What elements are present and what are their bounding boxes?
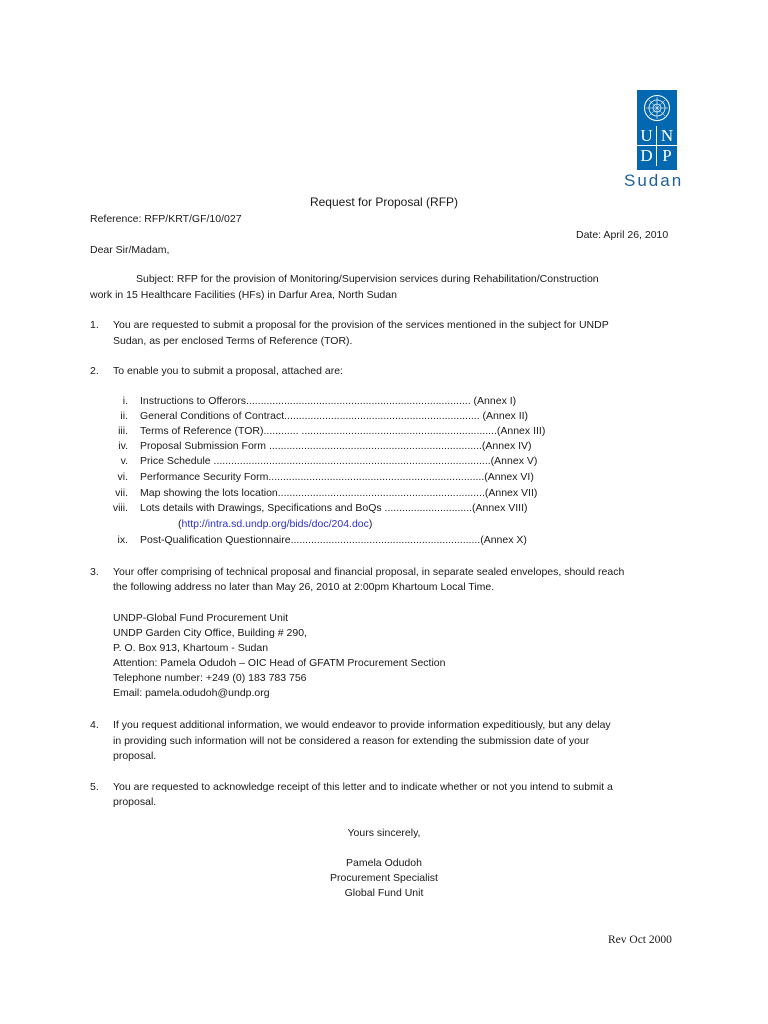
revision-footer: Rev Oct 2000 bbox=[608, 934, 672, 946]
address-line: Attention: Pamela Odudoh – OIC Head of GFATM Procurement Section bbox=[113, 657, 446, 669]
signatory-title: Procurement Specialist bbox=[330, 872, 438, 884]
reference: Reference: RFP/KRT/GF/10/027 bbox=[90, 213, 242, 225]
item-number: 2. bbox=[90, 365, 99, 377]
annex-list bbox=[0, 394, 768, 554]
logo-letters bbox=[637, 126, 677, 166]
annex-label: Lots details with Drawings, Specifications and BoQs ..............................(Annex VIII) bbox=[140, 502, 528, 514]
annex-number: ii. bbox=[120, 410, 128, 422]
item-number: 1. bbox=[90, 319, 99, 331]
item-number: 4. bbox=[90, 719, 99, 731]
un-emblem-icon bbox=[643, 94, 671, 122]
annex-number: viii. bbox=[112, 502, 128, 514]
item-text: You are requested to submit a proposal for the provision of the services mentioned in the subject for UNDP bbox=[113, 319, 609, 331]
subject-line: work in 15 Healthcare Facilities (HFs) in Darfur Area, North Sudan bbox=[90, 289, 397, 301]
annex-number: ix. bbox=[117, 534, 128, 546]
subject-line: Subject: RFP for the provision of Monitoring/Supervision services during Rehabilitation/Construction bbox=[136, 273, 599, 285]
salutation: Dear Sir/Madam, bbox=[90, 244, 170, 256]
logo-letter: P bbox=[662, 146, 672, 165]
annex-number: v. bbox=[120, 455, 128, 467]
date: Date: April 26, 2010 bbox=[576, 229, 669, 241]
item-text: proposal. bbox=[113, 796, 157, 808]
item-number: 5. bbox=[90, 781, 99, 793]
address-line: UNDP-Global Fund Procurement Unit bbox=[113, 612, 289, 624]
annex-number: i. bbox=[122, 395, 128, 407]
address-line: P. O. Box 913, Khartoum - Sudan bbox=[113, 642, 269, 654]
annex-link-row: (http://intra.sd.undp.org/bids/doc/204.doc) bbox=[178, 518, 373, 530]
logo-country: Sudan bbox=[624, 171, 684, 190]
item-text: Sudan, as per enclosed Terms of Reference (TOR). bbox=[113, 335, 353, 347]
item-text: You are requested to acknowledge receipt of this letter and to indicate whether or not you intend to submit a bbox=[113, 781, 613, 793]
address-line: Email: pamela.odudoh@undp.org bbox=[113, 687, 270, 699]
logo-letter: U bbox=[637, 126, 657, 146]
annex-label: General Conditions of Contract................................................................... (Annex II) bbox=[140, 410, 529, 422]
address-line: UNDP Garden City Office, Building # 290, bbox=[113, 627, 307, 639]
item-text: proposal. bbox=[113, 750, 157, 762]
item-text: To enable you to submit a proposal, attached are: bbox=[113, 365, 343, 377]
annex-number: vii. bbox=[115, 487, 128, 499]
item-text: in providing such information will not be considered a reason for extending the submission date of your bbox=[113, 735, 590, 747]
annex-number: vi. bbox=[117, 471, 128, 483]
logo-letter: N bbox=[657, 126, 677, 146]
annex-link[interactable]: http://intra.sd.undp.org/bids/doc/204.doc bbox=[181, 518, 369, 530]
annex-label: Price Schedule ...............................................................................................(Annex V) bbox=[140, 455, 538, 467]
item-text: the following address no later than May 26, 2010 at 2:00pm Khartoum Local Time. bbox=[113, 581, 495, 593]
annex-label: Instructions to Offerors............................................................................. (Annex I) bbox=[140, 395, 517, 407]
signatory-name: Pamela Odudoh bbox=[346, 857, 422, 869]
annex-label: Proposal Submission Form .........................................................................(Annex IV) bbox=[140, 440, 532, 452]
annex-number: iii. bbox=[118, 425, 128, 437]
item-number: 3. bbox=[90, 566, 99, 578]
item-text: Your offer comprising of technical proposal and financial proposal, in separate sealed envelopes, should reach bbox=[113, 566, 625, 578]
undp-logo bbox=[637, 90, 677, 170]
annex-label: Terms of Reference (TOR)............ ...................................................................(Annex III) bbox=[140, 425, 546, 437]
document-title: Request for Proposal (RFP) bbox=[309, 195, 459, 209]
address-line: Telephone number: +249 (0) 183 783 756 bbox=[113, 672, 307, 684]
annex-label: Post-Qualification Questionnaire.................................................................(Annex X) bbox=[140, 534, 527, 546]
annex-label: Map showing the lots location.......................................................................(Annex VII) bbox=[140, 487, 538, 499]
closing: Yours sincerely, bbox=[347, 827, 421, 839]
signatory-unit: Global Fund Unit bbox=[344, 887, 424, 899]
address-block bbox=[113, 611, 445, 701]
annex-number: iv. bbox=[118, 440, 128, 452]
item-text: If you request additional information, we would endeavor to provide information expeditiously, but any delay bbox=[113, 719, 611, 731]
logo-letter: D bbox=[637, 146, 657, 166]
annex-label: Performance Security Form..........................................................................(Annex VI) bbox=[140, 471, 534, 483]
